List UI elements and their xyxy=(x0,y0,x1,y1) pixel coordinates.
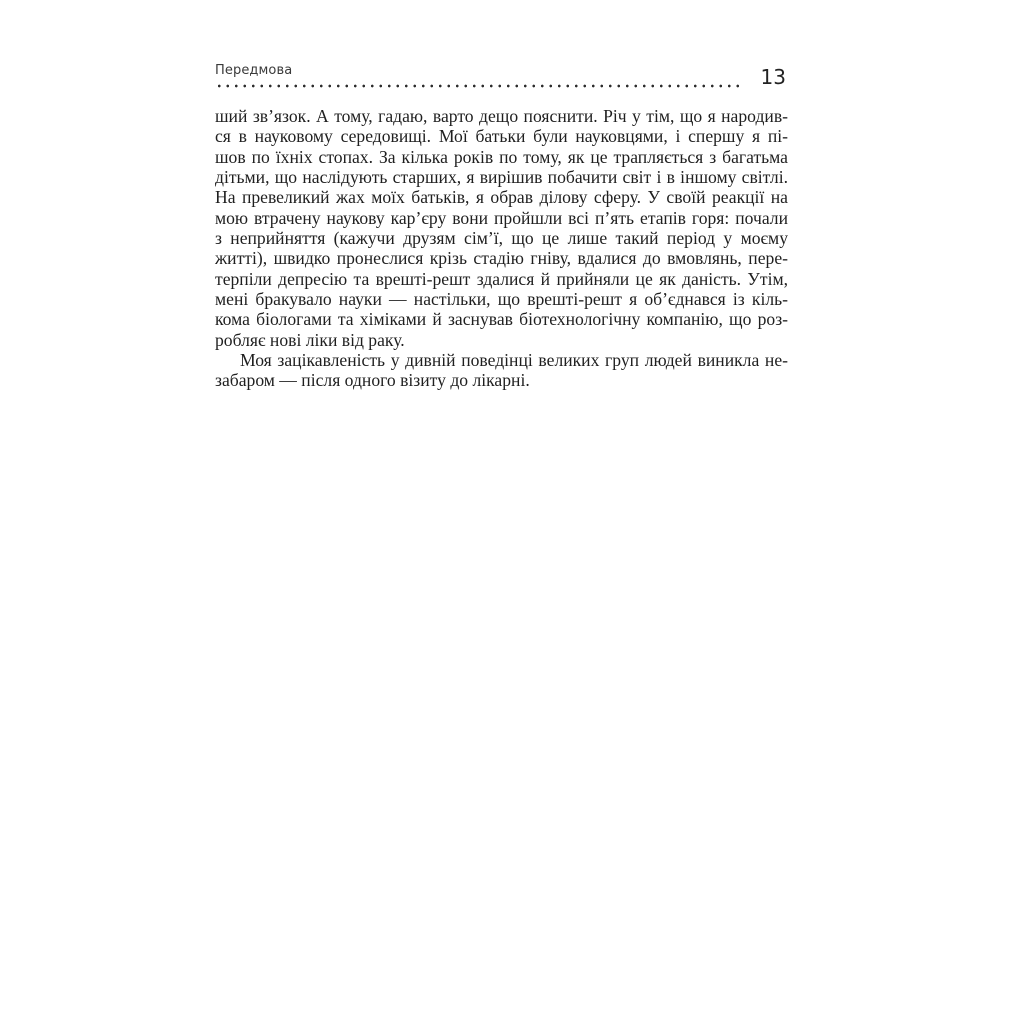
text-line: шов по їхніх стопах. За кілька років по тому, як це трапляється з багатьма xyxy=(215,146,788,167)
text-line: Моя зацікавленість у дивній поведінці великих груп людей виникла не- xyxy=(240,350,788,371)
page-number: 13 xyxy=(760,65,786,89)
dotted-rule xyxy=(215,84,743,88)
text-line: мою втрачену наукову кар’єру вони пройшли всі п’ять етапів горя: почали xyxy=(215,207,788,228)
text-line: На превеликий жах моїх батьків, я обрав ділову сферу. У своїй реакції на xyxy=(215,187,788,208)
section-title: Передмова xyxy=(215,63,293,78)
text-line: робляє нові ліки від раку. xyxy=(215,329,405,350)
text-line: ся в науковому середовищі. Мої батьки були науковцями, і спершу я пі- xyxy=(215,126,788,147)
text-line: дітьми, що наслідують старших, я вирішив побачити світ і в іншому світлі. xyxy=(215,167,788,188)
text-line: мені бракувало науки — настільки, що врешті-решт я об’єднався із кіль- xyxy=(215,289,788,310)
text-line: забаром — після одного візиту до лікарні. xyxy=(215,370,530,391)
paragraph-2 xyxy=(215,350,788,391)
text-line: з неприйняття (кажучи друзям сім’ї, що це лише такий період у моєму xyxy=(215,228,788,249)
running-header xyxy=(215,62,788,96)
paragraph-1 xyxy=(215,106,788,350)
body-text xyxy=(215,106,788,391)
text-line: терпіли депресію та врешті-решт здалися й прийняли це як даність. Утім, xyxy=(215,268,788,289)
text-line: ший зв’язок. А тому, гадаю, варто дещо пояснити. Річ у тім, що я народив- xyxy=(215,106,788,126)
text-line: житті), швидко пронеслися крізь стадію гніву, вдалися до вмовлянь, пере- xyxy=(215,248,788,269)
text-line: кома біологами та хіміками й заснував біотехнологічну компанію, що роз- xyxy=(215,309,788,330)
